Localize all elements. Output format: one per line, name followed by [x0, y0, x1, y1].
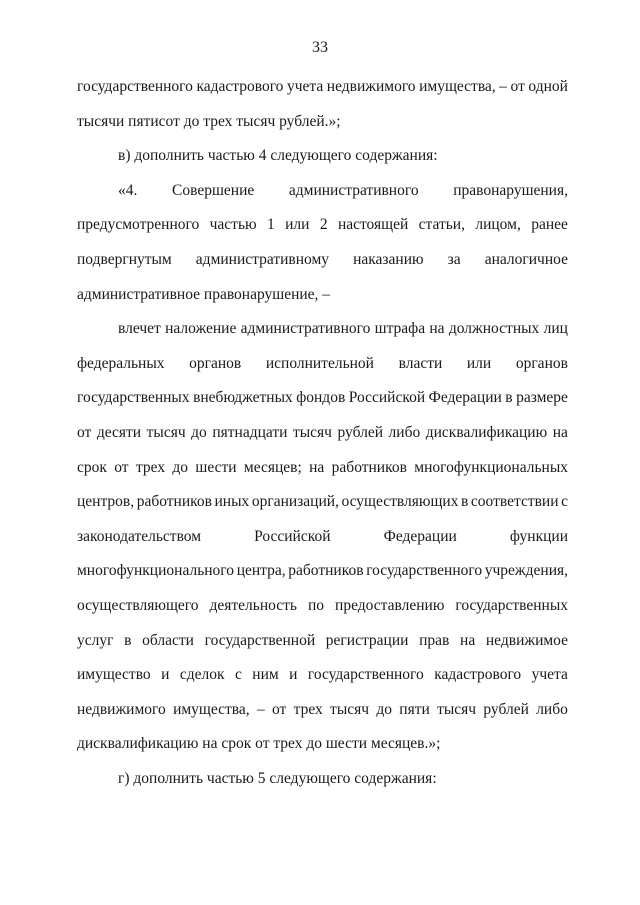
text-line — [77, 215, 568, 235]
word: имущество — [77, 666, 151, 684]
word: и — [289, 666, 298, 684]
word: тысяч — [437, 700, 477, 718]
word: Российской — [254, 527, 331, 545]
word: правонарушения, — [453, 181, 568, 199]
word: недвижимого — [326, 78, 416, 95]
word: настоящей — [337, 216, 409, 234]
word: наложение — [165, 320, 237, 338]
word: в — [505, 389, 513, 407]
word: работников — [288, 562, 364, 580]
text-line — [77, 527, 568, 547]
word: государственных — [455, 597, 568, 614]
word: одной — [528, 78, 568, 95]
word: органов — [515, 354, 568, 372]
word: месяцев; — [243, 458, 302, 476]
word: по — [308, 597, 325, 614]
word: – — [499, 78, 507, 95]
word: тысяч — [146, 424, 186, 441]
page-number: 33 — [312, 39, 328, 56]
text-line: в) дополнить частью 4 следующего содержания: — [118, 147, 438, 165]
text-line: административное правонарушение, – — [77, 285, 331, 303]
word: от — [510, 78, 525, 95]
word: на — [309, 458, 325, 476]
word: статьи, — [418, 216, 465, 234]
word: функции — [509, 527, 568, 545]
text-line: тысячи пятисот до трех тысяч рублей.»; — [77, 112, 341, 130]
text-line — [77, 77, 568, 97]
word: имущества, — [173, 700, 250, 718]
word: 2 — [319, 216, 328, 234]
word: государственных — [77, 389, 190, 407]
word: «4. — [118, 181, 138, 199]
text-line — [77, 354, 568, 374]
word: исполнительной — [265, 354, 374, 372]
word: государственной — [204, 631, 316, 649]
word: на — [460, 631, 476, 649]
word: штрафа — [374, 320, 426, 338]
word: прав — [419, 631, 450, 649]
word: десяти — [96, 424, 142, 441]
word: недвижимого — [77, 700, 166, 718]
word: органов — [189, 354, 242, 372]
word: государственного — [366, 562, 483, 580]
word: учреждения, — [484, 562, 568, 580]
word: Совершение — [172, 181, 255, 199]
word: на — [552, 424, 568, 441]
word: до — [172, 458, 189, 476]
word: административного — [288, 181, 419, 199]
word: учета — [286, 78, 324, 95]
word: от — [114, 458, 129, 476]
text-line — [77, 250, 568, 270]
word: федеральных — [77, 354, 165, 372]
word: до — [191, 424, 207, 441]
word: работников — [136, 493, 212, 511]
word: и — [161, 666, 170, 684]
word: центров, — [77, 493, 135, 511]
word: 1 — [266, 216, 275, 234]
text-line — [77, 665, 568, 685]
word: за — [447, 251, 461, 268]
word: дисквалификацию — [425, 424, 548, 441]
text-line — [77, 561, 568, 581]
word: частью — [209, 216, 257, 234]
text-line: г) дополнить частью 5 следующего содержания: — [118, 770, 437, 787]
word: тысяч — [292, 424, 332, 441]
text-line — [77, 631, 568, 651]
word: лиц — [543, 320, 568, 338]
text-line — [77, 492, 568, 512]
word: иных — [214, 493, 250, 511]
text-line — [77, 388, 568, 408]
word: либо — [388, 424, 421, 441]
word: организаций, — [251, 493, 339, 511]
word: аналогичное — [484, 251, 568, 268]
text-line: дисквалификацию на срок от трех до шести месяцев.»; — [77, 735, 441, 753]
word: с — [234, 666, 242, 684]
word: многофункциональных — [414, 458, 568, 476]
text-line — [118, 319, 568, 339]
word: регистрации — [325, 631, 409, 649]
word: с — [561, 493, 568, 511]
word: от — [271, 700, 287, 718]
word: или — [285, 216, 310, 234]
word: наказанию — [353, 251, 424, 268]
word: шести — [195, 458, 237, 476]
word: Федерации — [383, 527, 457, 545]
word: влечет — [118, 320, 161, 338]
word: в — [461, 493, 469, 511]
word: многофункционального — [77, 562, 235, 580]
word: ранее — [531, 216, 568, 234]
word: от — [77, 424, 92, 441]
word: внебюджетных — [193, 389, 293, 407]
word: кадастрового — [434, 666, 522, 684]
word: соответствии — [470, 493, 559, 511]
text-line — [77, 423, 568, 443]
word: пятнадцати — [212, 424, 288, 441]
word: работников — [331, 458, 407, 476]
text-line — [118, 181, 568, 201]
word: – — [256, 700, 265, 718]
word: деятельность — [209, 597, 298, 614]
word: административного — [240, 320, 371, 338]
word: осуществляющих — [341, 493, 459, 511]
word: области — [142, 631, 194, 649]
word: услуг — [77, 631, 114, 649]
word: центра, — [236, 562, 286, 580]
word: административному — [195, 251, 330, 268]
word: предусмотренного — [77, 216, 200, 234]
text-line — [77, 700, 568, 720]
word: предоставлению — [335, 597, 445, 614]
word: трех — [135, 458, 166, 476]
word: недвижимое — [485, 631, 568, 649]
word: трех — [293, 700, 323, 718]
text-line — [77, 596, 568, 616]
word: на — [429, 320, 445, 338]
word: ним — [252, 666, 279, 684]
word: Федерации — [428, 389, 502, 407]
word: власти — [398, 354, 443, 372]
word: размере — [516, 389, 568, 407]
word: имущества, — [419, 78, 496, 95]
word: государственного — [77, 78, 193, 95]
word: законодательством — [77, 527, 202, 545]
word: срок — [77, 458, 107, 476]
word: до — [376, 700, 392, 718]
word: фондов — [296, 389, 346, 407]
word: должностных — [448, 320, 540, 338]
word: Российской — [348, 389, 426, 407]
word: или — [466, 354, 492, 372]
word: учета — [531, 666, 568, 684]
word: сделок — [179, 666, 225, 684]
word: в — [124, 631, 132, 649]
word: лицом, — [475, 216, 521, 234]
word: государственного — [307, 666, 424, 684]
word: либо — [536, 700, 568, 718]
word: тысяч — [330, 700, 370, 718]
word: подвергнутым — [77, 251, 172, 268]
word: кадастрового — [196, 78, 284, 95]
word: пяти — [399, 700, 430, 718]
word: рублей — [483, 700, 529, 718]
word: рублей — [337, 424, 384, 441]
text-line — [77, 458, 568, 478]
word: осуществляющего — [77, 597, 199, 614]
